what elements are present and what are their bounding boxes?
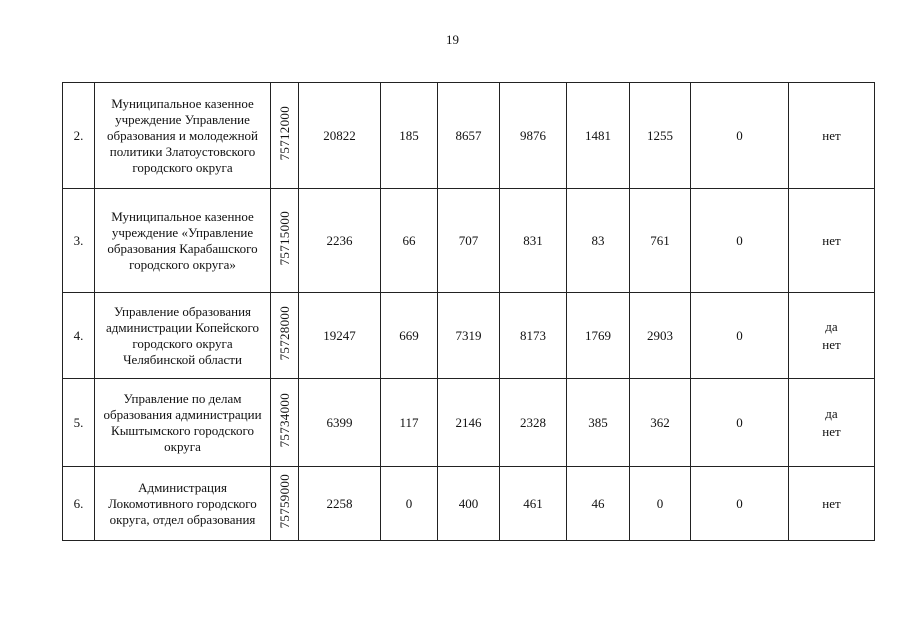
value-cell: 2258 bbox=[299, 467, 381, 541]
oktmo-code-cell bbox=[271, 379, 299, 467]
value-cell: 46 bbox=[567, 467, 630, 541]
answer-cell bbox=[789, 379, 875, 467]
data-table bbox=[62, 82, 875, 541]
answer-text: да bbox=[825, 405, 838, 421]
value-cell: 0 bbox=[691, 293, 789, 379]
oktmo-code-cell bbox=[271, 467, 299, 541]
value-cell: 385 bbox=[567, 379, 630, 467]
row-number: 5. bbox=[63, 379, 95, 467]
table-row bbox=[63, 189, 875, 293]
value-cell: 1255 bbox=[630, 83, 691, 189]
organization-name: Муниципальное казенное учреждение «Управление образования Карабашского городского округа» bbox=[95, 189, 271, 293]
table-row bbox=[63, 467, 875, 541]
value-cell: 669 bbox=[381, 293, 438, 379]
answer-cell bbox=[789, 293, 875, 379]
value-cell: 185 bbox=[381, 83, 438, 189]
value-cell: 9876 bbox=[500, 83, 567, 189]
value-cell: 19247 bbox=[299, 293, 381, 379]
value-cell: 2903 bbox=[630, 293, 691, 379]
value-cell: 66 bbox=[381, 189, 438, 293]
value-cell: 20822 bbox=[299, 83, 381, 189]
oktmo-code: 75715000 bbox=[276, 211, 292, 266]
answer-text: нет bbox=[822, 127, 841, 143]
oktmo-code-cell bbox=[271, 293, 299, 379]
value-cell: 0 bbox=[381, 467, 438, 541]
oktmo-code: 75734000 bbox=[276, 393, 292, 448]
value-cell: 1769 bbox=[567, 293, 630, 379]
value-cell: 2328 bbox=[500, 379, 567, 467]
value-cell: 117 bbox=[381, 379, 438, 467]
oktmo-code-cell bbox=[271, 83, 299, 189]
value-cell: 6399 bbox=[299, 379, 381, 467]
value-cell: 400 bbox=[438, 467, 500, 541]
row-number: 4. bbox=[63, 293, 95, 379]
oktmo-code: 75728000 bbox=[276, 306, 292, 361]
value-cell: 2236 bbox=[299, 189, 381, 293]
value-cell: 831 bbox=[500, 189, 567, 293]
table-row bbox=[63, 83, 875, 189]
answer-cell bbox=[789, 83, 875, 189]
answer-text: нет bbox=[822, 336, 841, 352]
answer-cell bbox=[789, 189, 875, 293]
value-cell: 0 bbox=[691, 379, 789, 467]
value-cell: 362 bbox=[630, 379, 691, 467]
answer-cell bbox=[789, 467, 875, 541]
row-number: 6. bbox=[63, 467, 95, 541]
table-row bbox=[63, 293, 875, 379]
organization-name: Администрация Локомотивного городского округа, отдел образования bbox=[95, 467, 271, 541]
value-cell: 7319 bbox=[438, 293, 500, 379]
value-cell: 8657 bbox=[438, 83, 500, 189]
value-cell: 707 bbox=[438, 189, 500, 293]
page-number: 19 bbox=[446, 32, 459, 47]
value-cell: 761 bbox=[630, 189, 691, 293]
organization-name: Управление по делам образования администрации Кыштымского городского округа bbox=[95, 379, 271, 467]
answer-text: да bbox=[825, 318, 838, 334]
value-cell: 0 bbox=[691, 467, 789, 541]
value-cell: 0 bbox=[630, 467, 691, 541]
value-cell: 83 bbox=[567, 189, 630, 293]
table-row bbox=[63, 379, 875, 467]
value-cell: 1481 bbox=[567, 83, 630, 189]
oktmo-code-cell bbox=[271, 189, 299, 293]
value-cell: 8173 bbox=[500, 293, 567, 379]
oktmo-code: 75759000 bbox=[276, 474, 292, 529]
oktmo-code: 75712000 bbox=[276, 106, 292, 161]
organization-name: Муниципальное казенное учреждение Управление образования и молодежной политики Златоустовского городского округа bbox=[95, 83, 271, 189]
answer-text: нет bbox=[822, 423, 841, 439]
value-cell: 2146 bbox=[438, 379, 500, 467]
row-number: 3. bbox=[63, 189, 95, 293]
organization-name: Управление образования администрации Копейского городского округа Челябинской области bbox=[95, 293, 271, 379]
row-number: 2. bbox=[63, 83, 95, 189]
value-cell: 461 bbox=[500, 467, 567, 541]
value-cell: 0 bbox=[691, 83, 789, 189]
answer-text: нет bbox=[822, 232, 841, 248]
answer-text: нет bbox=[822, 495, 841, 511]
value-cell: 0 bbox=[691, 189, 789, 293]
